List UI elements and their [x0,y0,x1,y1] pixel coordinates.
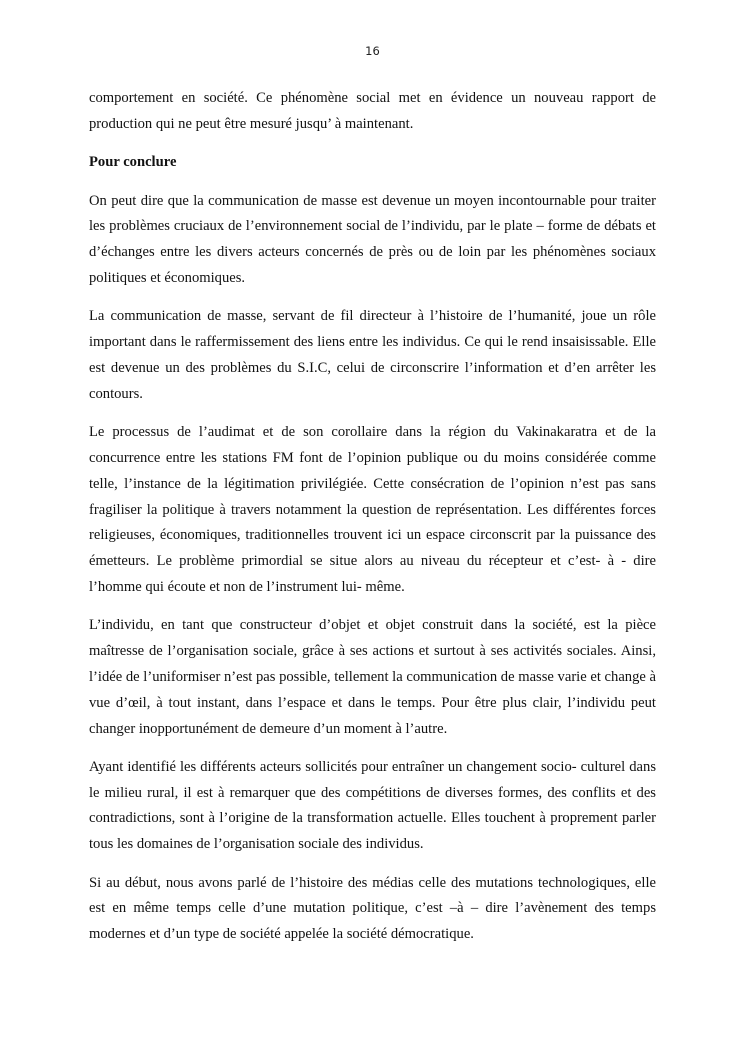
paragraph: L’individu, en tant que constructeur d’objet et objet construit dans la société, est la pièce maîtresse de l’organisation sociale, grâce à ses actions et surtout à ses activités sociales. Ainsi, l’idée de l’uniformiser n’est pas possible, tellement la communication de masse varie et change à vue d’œil, à tout instant, dans l’espace et dans le temps. Pour être plus clair, l’individu peut changer inopportunément de demeure d’un moment à l’autre. [89,617,656,737]
paragraph-intro: comportement en société. Ce phénomène social met en évidence un nouveau rapport de production qui ne peut être mesuré jusqu’ à maintenant. [89,90,656,132]
paragraph: Le processus de l’audimat et de son corollaire dans la région du Vakinakaratra et de la concurrence entre les stations FM font de l’opinion publique ou du moins considérée comme telle, l’instance de la légitimation privilégiée. Cette consécration de l’opinion n’est pas sans fragiliser la politique à travers notamment la question de représentation. Les différentes forces religieuses, économiques, traditionnelles trouvent ici un espace circonscrit par la puissance des émetteurs. Le problème primordial se situe alors au niveau du récepteur et c’est- à - dire l’homme qui écoute et non de l’instrument lui- même. [89,424,656,595]
paragraph: Ayant identifié les différents acteurs sollicités pour entraîner un changement socio- culturel dans le milieu rural, il est à remarquer que des compétitions de diverses formes, des conflits et des contradictions, sont à l’origine de la transformation actuelle. Elles touchent à proprement parler tous les domaines de l’organisation sociale des individus. [89,758,656,853]
paragraph: On peut dire que la communication de masse est devenue un moyen incontournable pour traiter les problèmes cruciaux de l’environnement social de l’individu, par le plate – forme de débats et d’échanges entre les divers acteurs concernés de près ou de loin par les phénomènes sociaux politiques et économiques. [89,192,656,286]
document-body [89,86,656,961]
section-heading: Pour conclure [89,154,177,171]
page-number: 16 [365,44,380,58]
paragraph: La communication de masse, servant de fil directeur à l’histoire de l’humanité, joue un rôle important dans le raffermissement des liens entre les individus. Ce qui le rend insaisissable. Elle est devenue un des problèmes du S.I.C, celui de circonscrire l’information et d’en arrêter les contours. [89,308,656,402]
paragraph: Si au début, nous avons parlé de l’histoire des médias celle des mutations technologiques, elle est en même temps celle d’une mutation politique, c’est –à – dire l’avènement des temps modernes et d’un type de société appelée la société démocratique. [89,874,656,943]
